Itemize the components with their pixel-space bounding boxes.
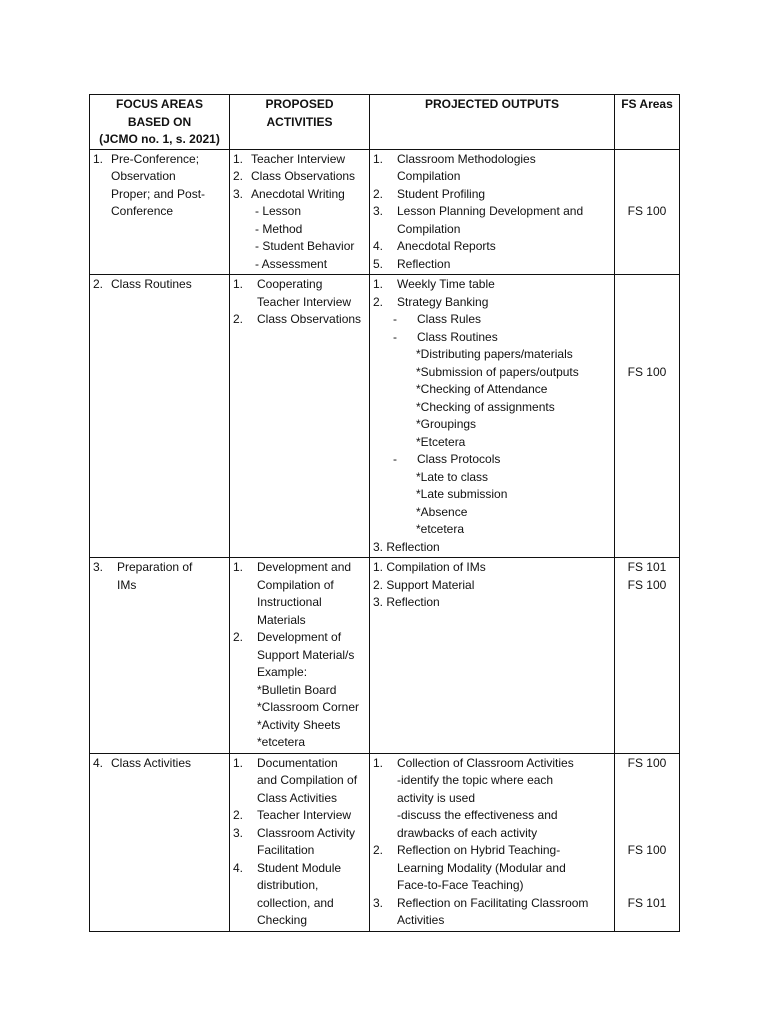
cell-text: (JCMO no. 1, s. 2021) — [99, 132, 220, 146]
text-line — [373, 842, 611, 860]
cell-text: 1. — [233, 277, 244, 291]
cell-text: and Compilation of — [257, 773, 358, 787]
text-line — [93, 559, 226, 577]
cell-text: FS 100 — [627, 577, 667, 592]
cell-text: *Checking of Attendance — [416, 382, 548, 396]
outputs-cell — [370, 753, 615, 931]
cell-text: - — [393, 452, 397, 466]
cell-text: 4. — [373, 239, 384, 253]
text-line — [373, 186, 611, 204]
cell-text: Face-to-Face Teaching) — [397, 878, 524, 892]
text-line — [373, 238, 611, 256]
cell-text: - — [393, 312, 397, 326]
cell-text: FS 101 — [627, 560, 667, 574]
table-row — [90, 275, 680, 558]
cell-text: 1. — [233, 755, 244, 770]
cell-text: activity is used — [397, 790, 476, 805]
spacer — [618, 311, 676, 329]
table-row — [90, 558, 680, 754]
cell-text: 2. Support Material — [373, 577, 475, 592]
cell-text: - Method — [255, 221, 303, 236]
cell-text: Development of — [257, 630, 342, 644]
spacer — [618, 329, 676, 347]
cell-text: - Assessment — [255, 256, 328, 271]
focus-cell — [90, 753, 230, 931]
cell-text: Student Profiling — [397, 186, 486, 201]
cell-text: *Groupings — [416, 417, 477, 431]
fs-area-cell — [615, 753, 680, 931]
spacer — [618, 186, 676, 204]
text-line — [373, 895, 611, 913]
cell-text: 5. — [373, 256, 384, 271]
cell-text: Reflection on Hybrid Teaching- — [397, 843, 561, 857]
cell-text: 2. — [373, 186, 384, 201]
cell-text: 1. Compilation of IMs — [373, 560, 486, 574]
outputs-cell — [370, 558, 615, 754]
cell-text: Documentation — [257, 755, 338, 770]
table-row — [90, 149, 680, 275]
text-line — [233, 807, 366, 825]
cell-text: Class Protocols — [417, 452, 501, 466]
header-fs-areas: FS Areas — [615, 95, 680, 150]
cell-text: 4. — [93, 755, 104, 770]
cell-text: Pre-Conference; — [111, 151, 200, 166]
text-line — [373, 755, 611, 773]
focus-cell — [90, 149, 230, 275]
cell-text: 2. — [233, 169, 244, 183]
cell-text: - — [393, 329, 397, 344]
cell-text: 3. Reflection — [373, 595, 440, 609]
text-line — [373, 276, 611, 294]
cell-text: FS 101 — [627, 895, 667, 910]
text-line — [93, 151, 226, 169]
cell-text: Weekly Time table — [397, 277, 495, 291]
cell-text: *Absence — [416, 504, 468, 519]
cell-text: 1. — [233, 560, 244, 574]
cell-text: FS 100 — [627, 755, 667, 770]
cell-text: 3. — [233, 825, 244, 840]
activities-cell — [230, 753, 370, 931]
cell-text: Example: — [257, 665, 308, 679]
spacer — [618, 877, 676, 895]
focus-cell — [90, 558, 230, 754]
cell-text: BASED ON — [127, 114, 192, 129]
cell-text: drawbacks of each activity — [397, 825, 538, 840]
cell-text: Classroom Methodologies — [397, 151, 536, 166]
text-line — [373, 451, 611, 469]
table-header-row — [90, 95, 680, 150]
cell-text: Teacher Interview — [251, 151, 346, 166]
cell-text: Materials — [257, 612, 306, 627]
spacer — [618, 790, 676, 808]
cell-text: 2. — [233, 808, 244, 822]
text-line — [233, 186, 366, 204]
cell-text: 1. — [93, 151, 104, 166]
text-line — [373, 151, 611, 169]
spacer — [618, 346, 676, 364]
text-line — [93, 276, 226, 294]
text-line — [233, 151, 366, 169]
spacer — [618, 151, 676, 169]
fs-area-cell — [615, 275, 680, 558]
text-line — [233, 860, 366, 878]
cell-text: Class Rules — [417, 312, 482, 326]
cell-text: Collection of Classroom Activities — [397, 755, 574, 770]
cell-text: Observation — [111, 169, 176, 183]
text-line — [233, 311, 366, 329]
cell-text: *Late submission — [416, 487, 508, 501]
spacer — [618, 807, 676, 825]
cell-text: 3. — [373, 895, 384, 910]
spacer — [618, 294, 676, 312]
cell-text: Compilation — [397, 169, 461, 183]
cell-text: *Activity Sheets — [257, 717, 341, 732]
cell-text: Reflection on Facilitating Classroom — [397, 895, 589, 910]
text-line — [373, 329, 611, 347]
cell-text: *Bulletin Board — [257, 682, 337, 697]
cell-text: collection, and — [257, 895, 334, 910]
cell-text: distribution, — [257, 878, 319, 892]
text-line — [373, 203, 611, 221]
cell-text: FS 100 — [627, 843, 667, 857]
cell-text: 2. — [93, 277, 104, 291]
cell-text: Preparation of — [117, 560, 193, 574]
cell-text: 3. — [373, 204, 384, 218]
cell-text: *Classroom Corner — [257, 700, 360, 714]
cell-text: Learning Modality (Modular and — [397, 860, 566, 875]
cell-text: Facilitation — [257, 843, 315, 857]
cell-text: FOCUS AREAS — [116, 97, 203, 111]
text-line — [93, 755, 226, 773]
cell-text: Reflection — [397, 256, 451, 271]
cell-text: Proper; and Post- — [111, 186, 206, 201]
cell-text: 1. — [233, 151, 244, 166]
cell-text: Classroom Activity — [257, 825, 356, 840]
cell-text: 3. — [93, 560, 104, 574]
text-line — [233, 629, 366, 647]
cell-text: FS 100 — [627, 204, 667, 218]
cell-text: Student Module — [257, 860, 342, 875]
cell-text: Class Observations — [257, 312, 362, 326]
cell-text: - Lesson — [255, 204, 302, 218]
header-projected-outputs: PROJECTED OUTPUTS — [370, 95, 615, 150]
text-line — [233, 559, 366, 577]
cell-text: Instructional — [257, 595, 322, 609]
spacer — [618, 168, 676, 186]
cell-text: Class Activities — [111, 755, 192, 770]
cell-text: Conference — [111, 204, 174, 218]
text-line — [373, 256, 611, 274]
spacer — [618, 276, 676, 294]
cell-text: Strategy Banking — [397, 294, 489, 309]
cell-text: Lesson Planning Development and — [397, 204, 584, 218]
cell-text: 3. — [233, 186, 244, 201]
cell-text: -discuss the effectiveness and — [397, 808, 558, 822]
fs-area-cell — [615, 558, 680, 754]
cell-text: IMs — [117, 577, 137, 592]
spacer — [618, 860, 676, 878]
cell-text: Compilation of — [257, 577, 334, 592]
cell-text: Teacher Interview — [257, 294, 352, 309]
cell-text: *Late to class — [416, 469, 489, 484]
cell-text: 4. — [233, 860, 244, 875]
cell-text: Compilation — [397, 221, 461, 236]
cell-text: 3. Reflection — [373, 539, 440, 554]
table-row — [90, 753, 680, 931]
outputs-cell — [370, 275, 615, 558]
field-study-table — [89, 94, 680, 932]
focus-cell — [90, 275, 230, 558]
header-proposed-activities: PROPOSED ACTIVITIES — [230, 95, 370, 150]
cell-text: 2. — [373, 843, 384, 857]
text-line — [233, 755, 366, 773]
cell-text: 1. — [373, 277, 384, 291]
cell-text: Activities — [397, 913, 445, 927]
cell-text: 2. — [233, 630, 244, 644]
text-line — [373, 294, 611, 312]
cell-text: FS 100 — [627, 364, 667, 379]
cell-text: Anecdotal Writing — [251, 186, 345, 201]
activities-cell — [230, 149, 370, 275]
cell-text: *Etcetera — [416, 434, 466, 449]
cell-text: 1. — [373, 755, 384, 770]
cell-text: Support Material/s — [257, 647, 355, 662]
cell-text: *etcetera — [416, 522, 465, 536]
text-line — [233, 276, 366, 294]
text-line — [233, 168, 366, 186]
cell-text: Class Routines — [111, 277, 192, 291]
cell-text: *Checking of assignments — [416, 399, 555, 414]
outputs-cell — [370, 149, 615, 275]
cell-text: - Student Behavior — [255, 239, 355, 253]
cell-text: Cooperating — [257, 277, 323, 291]
cell-text: Development and — [257, 560, 352, 574]
spacer — [618, 825, 676, 843]
cell-text: 2. — [373, 294, 384, 309]
header-focus-areas — [90, 95, 230, 150]
cell-text: 1. — [373, 151, 384, 166]
text-line — [233, 825, 366, 843]
text-line — [373, 311, 611, 329]
cell-text: Class Observations — [251, 169, 356, 183]
spacer — [618, 772, 676, 790]
cell-text: Class Activities — [257, 790, 338, 805]
cell-text: *etcetera — [257, 735, 306, 749]
cell-text: -identify the topic where each — [397, 773, 554, 787]
cell-text: Class Routines — [417, 329, 498, 344]
fs-area-cell — [615, 149, 680, 275]
activities-cell — [230, 275, 370, 558]
activities-cell — [230, 558, 370, 754]
cell-text: *Submission of papers/outputs — [416, 364, 579, 379]
cell-text: Teacher Interview — [257, 808, 352, 822]
cell-text: *Distributing papers/materials — [416, 347, 573, 361]
cell-text: Checking — [257, 913, 308, 927]
cell-text: Anecdotal Reports — [397, 239, 496, 253]
cell-text: 2. — [233, 312, 244, 326]
